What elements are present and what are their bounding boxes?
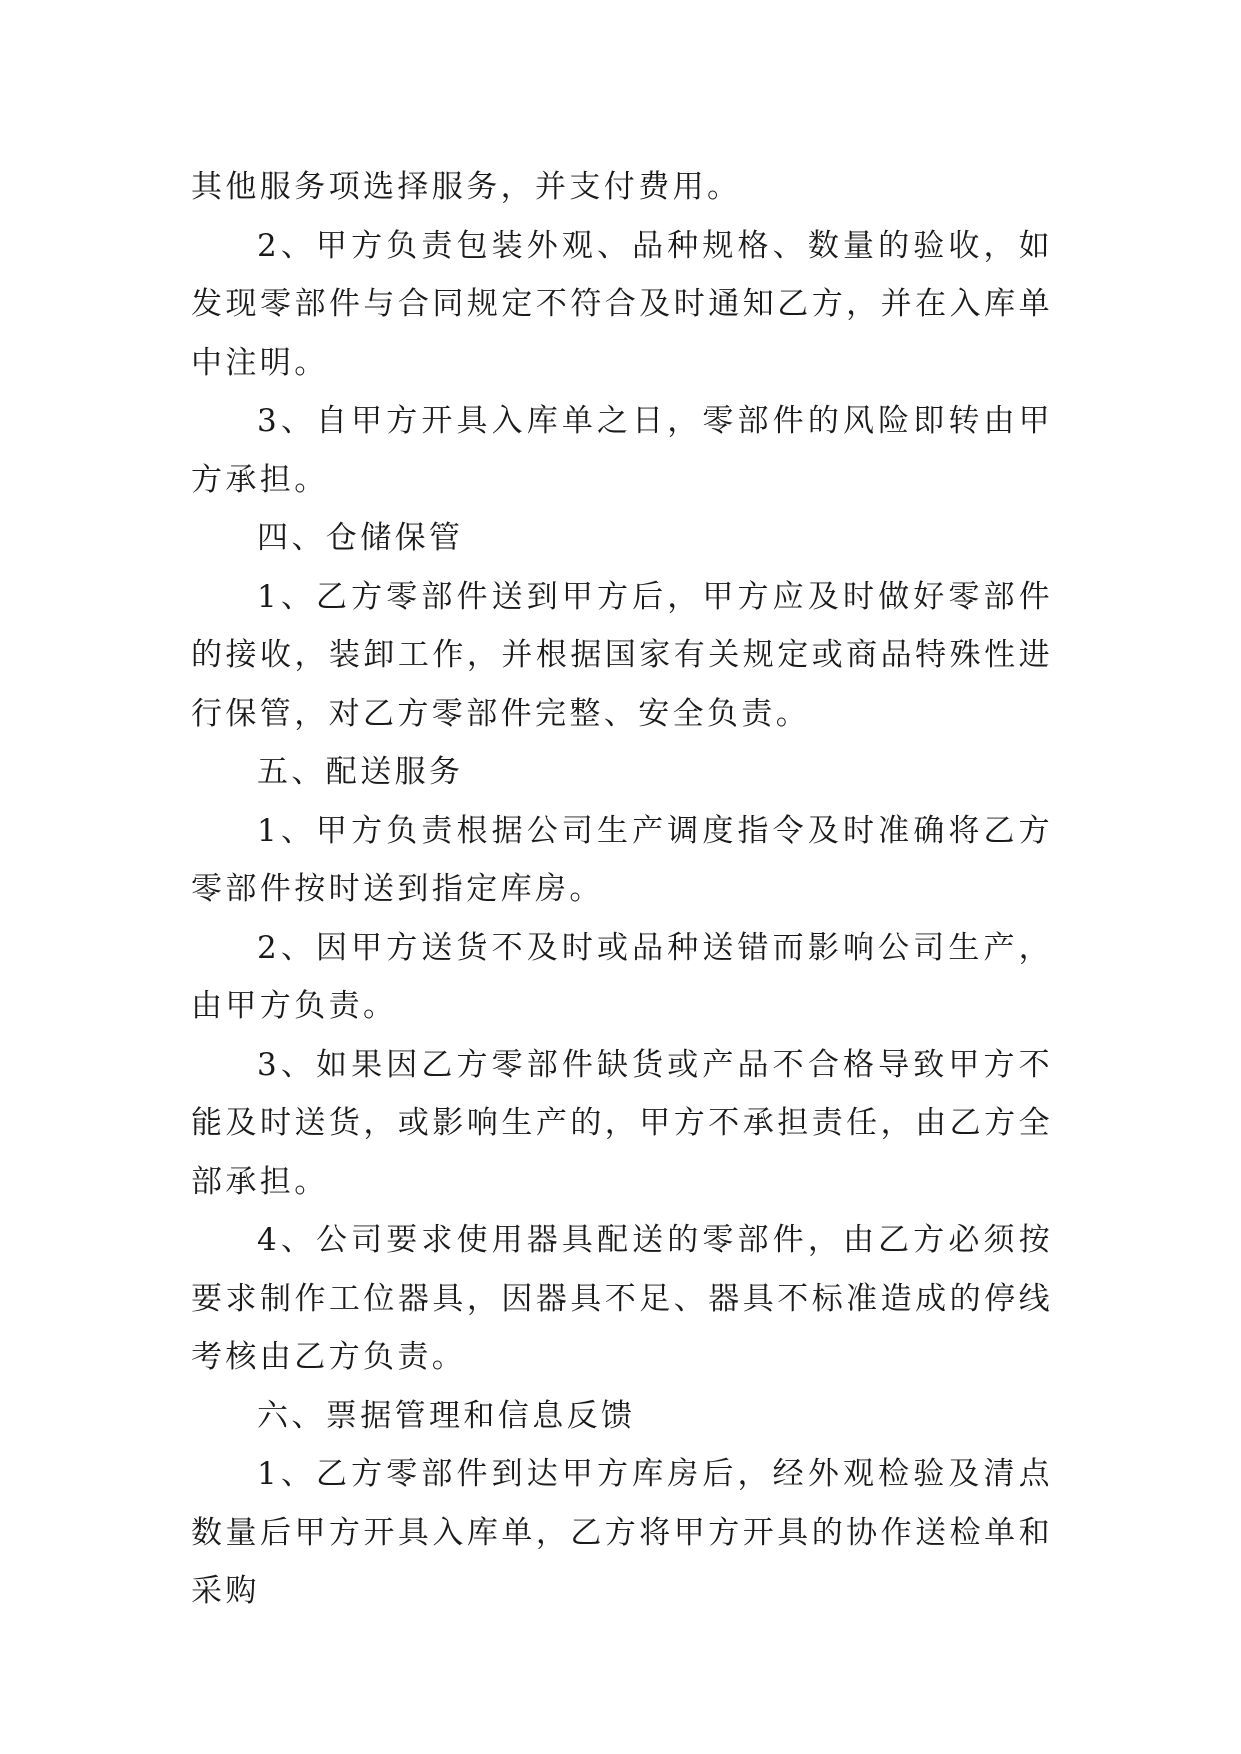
paragraph-clause-3-3: 3、自甲方开具入库单之日，零部件的风险即转由甲方承担。 [191, 403, 1053, 498]
paragraph-clause-5-4: 4、公司要求使用器具配送的零部件，由乙方必须按要求制作工位器具，因器具不足、器具不标准造成的停线考核由乙方负责。 [191, 1222, 1053, 1375]
paragraph-clause-5-1: 1、甲方负责根据公司生产调度指令及时准确将乙方零部件按时送到指定库房。 [191, 812, 1053, 907]
paragraph-clause-3-2: 2、甲方负责包装外观、品种规格、数量的验收，如发现零部件与合同规定不符合及时通知乙方，并在入库单中注明。 [191, 227, 1053, 381]
section-heading-invoices: 六、票据管理和信息反馈 [257, 1397, 636, 1434]
section-heading-delivery: 五、配送服务 [257, 754, 464, 790]
document-page [191, 158, 1053, 1621]
paragraph-clause-4-1: 1、乙方零部件送到甲方后，甲方应及时做好零部件的接收，装卸工作，并根据国家有关规定或商品特殊性进行保管，对乙方零部件完整、安全负责。 [191, 578, 1053, 732]
paragraph-services-payment: 其他服务项选择服务，并支付费用。 [191, 169, 742, 205]
paragraph-clause-5-2: 2、因甲方送货不及时或品种送错而影响公司生产，由甲方负责。 [191, 929, 1053, 1024]
paragraph-clause-6-1: 1、乙方零部件到达甲方库房后，经外观检验及清点数量后甲方开具入库单，乙方将甲方开具的协作送检单和采购 [191, 1456, 1053, 1609]
paragraph-clause-5-3: 3、如果因乙方零部件缺货或产品不合格导致甲方不能及时送货，或影响生产的，甲方不承担责任，由乙方全部承担。 [191, 1046, 1053, 1200]
section-heading-storage: 四、仓储保管 [257, 520, 464, 556]
